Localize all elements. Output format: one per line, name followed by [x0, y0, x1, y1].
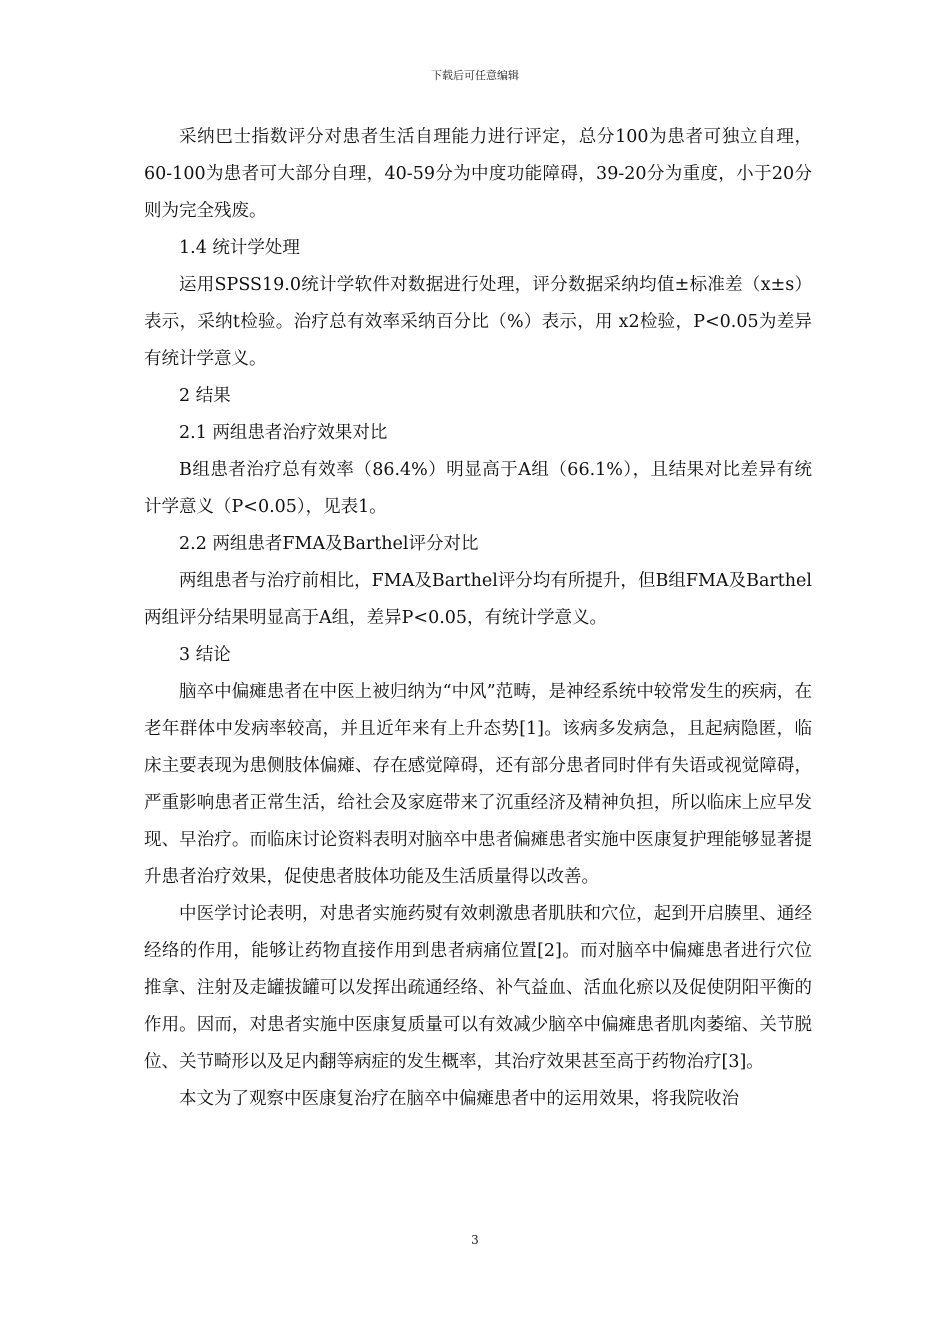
paragraph-conclusion-3: 本文为了观察中医康复治疗在脑卒中偏瘫患者中的运用效果，将我院收治: [179, 1089, 739, 1109]
paragraph-statistics: 运用SPSS19.0统计学软件对数据进行处理，评分数据采纳均值±标准差（x±s）表示，采纳t检验。治疗总有效率采纳百分比（%）表示，用 x2检验，P<0.05为差异有统计学意义。: [144, 275, 812, 369]
document-body: [144, 119, 812, 1118]
section-heading-conclusion: 3 结论: [179, 645, 231, 665]
paragraph-barthel-scoring: 采纳巴士指数评分对患者生活自理能力进行评定，总分100为患者可独立自理，60-100为患者可大部分自理，40-59分为中度功能障碍，39-20分为重度，小于20分则为完全残废。: [144, 127, 812, 221]
section-heading-results: 2 结果: [179, 386, 231, 406]
paragraph-conclusion-2: 中医学讨论表明，对患者实施药熨有效刺激患者肌肤和穴位，起到开启腠里、通经经络的作用，能够让药物直接作用到患者病痛位置[2]。而对脑卒中偏瘫患者进行穴位推拿、注射及走罐拔罐可以发挥出疏通经络、补气益血、活血化瘀以及促使阴阳平衡的作用。因而，对患者实施中医康复质量可以有效减少脑卒中偏瘫患者肌肉萎缩、关节脱位、关节畸形以及足内翻等病症的发生概率，其治疗效果甚至高于药物治疗[3]。: [144, 904, 812, 1072]
paragraph-conclusion-1: 脑卒中偏瘫患者在中医上被归纳为“中风”范畴，是神经系统中较常发生的疾病，在老年群体中发病率较高，并且近年来有上升态势[1]。该病多发病急，且起病隐匿，临床主要表现为患侧肢体偏瘫、存在感觉障碍，还有部分患者同时伴有失语或视觉障碍，严重影响患者正常生活，给社会及家庭带来了沉重经济及精神负担，所以临床上应早发现、早治疗。而临床讨论资料表明对脑卒中患者偏瘫患者实施中医康复护理能够显著提升患者治疗效果，促使患者肢体功能及生活质量得以改善。: [144, 682, 812, 887]
section-heading-statistics: 1.4 统计学处理: [179, 238, 300, 258]
page-header: 下载后可任意编辑: [431, 69, 519, 82]
paragraph-treatment-effect: B组患者治疗总有效率（86.4%）明显高于A组（66.1%），且结果对比差异有统计学意义（P<0.05），见表1。: [144, 460, 812, 517]
section-heading-treatment-effect: 2.1 两组患者治疗效果对比: [179, 423, 388, 443]
paragraph-fma-barthel: 两组患者与治疗前相比，FMA及Barthel评分均有所提升，但B组FMA及Barthel两组评分结果明显高于A组，差异P<0.05，有统计学意义。: [144, 571, 812, 628]
page-number: 3: [471, 1233, 479, 1247]
section-heading-fma-barthel: 2.2 两组患者FMA及Barthel评分对比: [179, 534, 479, 554]
